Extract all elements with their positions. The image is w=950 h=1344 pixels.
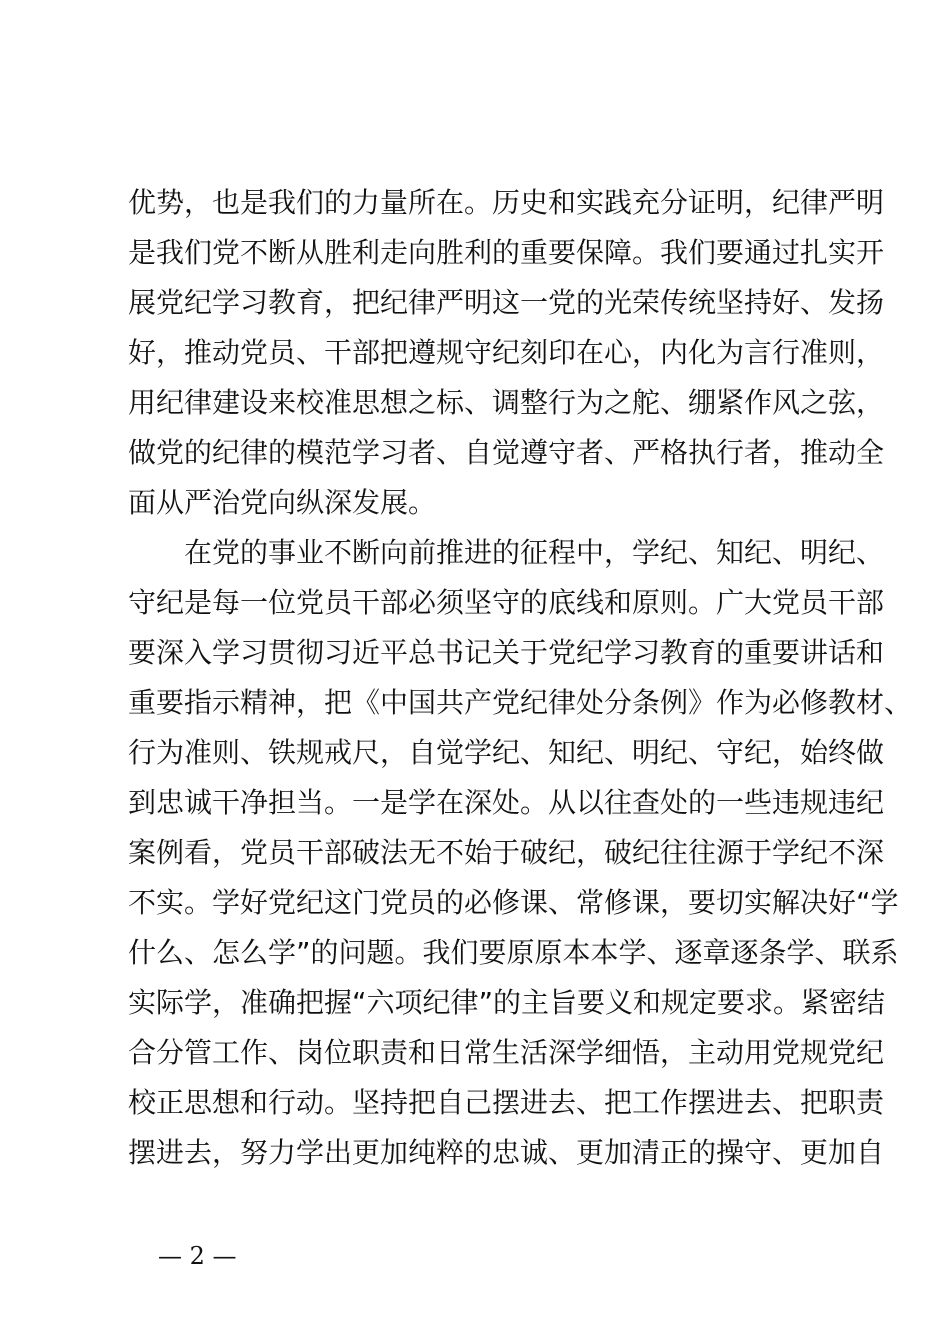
text-line: 面从严治党向纵深发展。 (128, 486, 437, 519)
text-line: 摆进去，努力学出更加纯粹的忠诚、更加清正的操守、更加自 (128, 1136, 885, 1169)
text-line: 重要指示精神，把《中国共产党纪律处分条例》作为必修教材、 (128, 686, 913, 719)
text-line: 好，推动党员、干部把遵规守纪刻印在心，内化为言行准则， (128, 336, 885, 369)
text-line: 不实。学好党纪这门党员的必修课、常修课，要切实解决好“学 (128, 886, 899, 919)
page-number: — 2 — (158, 1242, 237, 1270)
text-line: 做党的纪律的模范学习者、自觉遵守者、严格执行者，推动全 (128, 436, 885, 469)
text-line: 要深入学习贯彻习近平总书记关于党纪学习教育的重要讲话和 (128, 636, 885, 669)
text-line: 什么、怎么学”的问题。我们要原原本本学、逐章逐条学、联系 (128, 936, 899, 969)
text-line: 合分管工作、岗位职责和日常生活深学细悟，主动用党规党纪 (128, 1036, 885, 1069)
text-line: 案例看，党员干部破法无不始于破纪，破纪往往源于学纪不深 (128, 836, 885, 869)
text-line: 行为准则、铁规戒尺，自觉学纪、知纪、明纪、守纪，始终做 (128, 736, 885, 769)
text-line: 是我们党不断从胜利走向胜利的重要保障。我们要通过扎实开 (128, 236, 885, 269)
text-line: 优势，也是我们的力量所在。历史和实践充分证明，纪律严明 (128, 186, 885, 219)
text-line: 展党纪学习教育，把纪律严明这一党的光荣传统坚持好、发扬 (128, 286, 885, 319)
text-line: 在党的事业不断向前推进的征程中，学纪、知纪、明纪、 (128, 536, 885, 569)
text-line: 守纪是每一位党员干部必须坚守的底线和原则。广大党员干部 (128, 586, 885, 619)
text-line: 校正思想和行动。坚持把自己摆进去、把工作摆进去、把职责 (128, 1086, 885, 1119)
text-line: 实际学，准确把握“六项纪律”的主旨要义和规定要求。紧密结 (128, 986, 886, 1019)
text-line: 到忠诚干净担当。一是学在深处。从以往查处的一些违规违纪 (128, 786, 885, 819)
text-line: 用纪律建设来校准思想之标、调整行为之舵、绷紧作风之弦， (128, 386, 885, 419)
